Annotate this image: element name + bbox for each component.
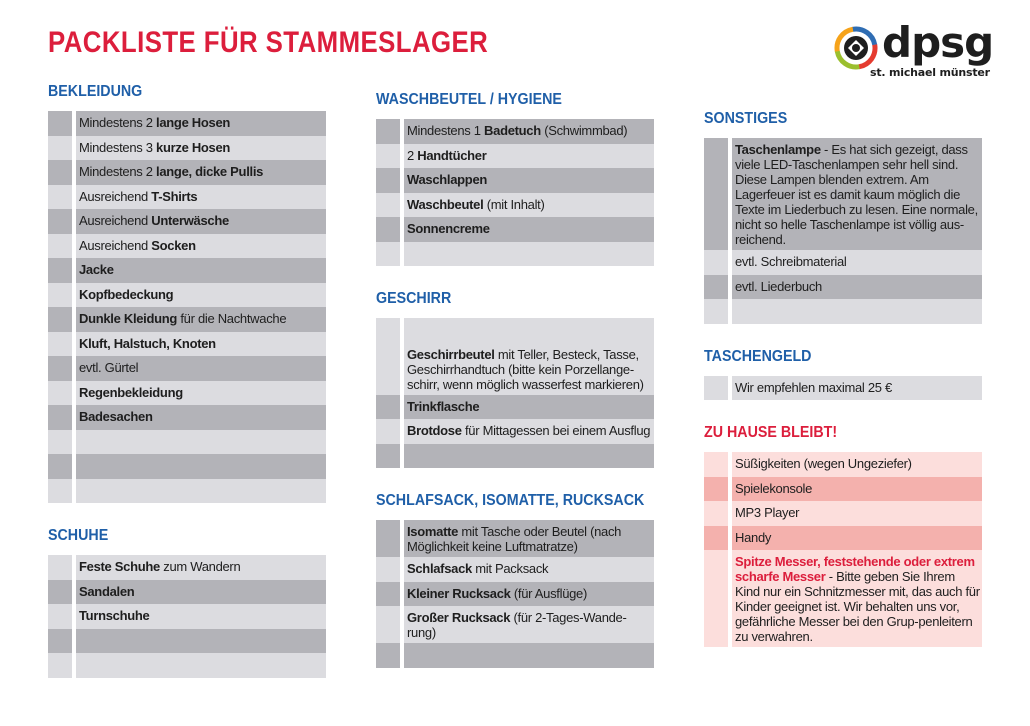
item-post: (für 2-Tages-Wande-rung) (407, 610, 627, 640)
list-item (48, 258, 326, 283)
list-item (48, 356, 326, 381)
checkbox[interactable] (376, 606, 400, 643)
checkbox[interactable] (48, 653, 72, 678)
item-text (76, 209, 326, 234)
item-post: (für Ausflüge) (510, 585, 588, 601)
list-item (48, 234, 326, 259)
checkbox[interactable] (704, 550, 728, 647)
item-text (404, 144, 654, 169)
checkbox[interactable] (704, 250, 728, 275)
list-item (48, 405, 326, 430)
list-geschirr (376, 318, 654, 468)
item-pre: Ausreichend (79, 213, 152, 228)
item-text (76, 356, 326, 381)
checkbox[interactable] (376, 193, 400, 218)
checkbox[interactable] (704, 376, 728, 401)
list-item (376, 144, 654, 169)
list-item (704, 250, 982, 275)
list-item (704, 452, 982, 477)
item-bold: T-Shirts (151, 188, 198, 204)
item-bold: lange Hosen (156, 115, 231, 130)
item-pre: evtl. Schreibmaterial (735, 254, 847, 269)
list-item (704, 138, 982, 250)
item-text (76, 258, 326, 283)
item-bold: Kleiner Rucksack (407, 585, 511, 601)
section-title-schuhe: SCHUHE (48, 527, 109, 544)
item-text (76, 405, 326, 430)
item-bold: Schlafsack (407, 561, 472, 576)
checkbox[interactable] (376, 419, 400, 444)
item-text (76, 629, 326, 654)
list-item (48, 332, 326, 357)
item-text (732, 250, 982, 275)
item-pre: Mindestens 2 (79, 115, 157, 130)
item-post: - Bitte geben Sie Ihrem Kind nur ein Schnitzmesser mit, das auch für Kinder geeignet ist. Wir behalten uns vor, gefährliche Messer bei den Grup-penleitern zu verwahren. (735, 569, 980, 644)
list-item (48, 454, 326, 479)
item-pre: Spielekonsole (735, 480, 813, 496)
checkbox[interactable] (376, 557, 400, 582)
checkbox[interactable] (376, 217, 400, 242)
item-text (404, 119, 654, 144)
item-bold: Feste Schuhe (79, 559, 160, 574)
checkbox[interactable] (48, 430, 72, 455)
item-text (404, 318, 654, 343)
list-item (48, 629, 326, 654)
item-text (76, 185, 326, 210)
checkbox[interactable] (48, 160, 72, 185)
item-post: für die Nachtwache (177, 311, 287, 326)
list-item (48, 381, 326, 406)
item-pre: 2 (407, 147, 418, 163)
item-text (404, 444, 654, 469)
section-title-zuhause: ZU HAUSE BLEIBT! (704, 424, 838, 441)
item-text (76, 283, 326, 308)
item-pre: MP3 Player (735, 505, 800, 520)
item-pre: Süßigkeiten (wegen Ungeziefer) (735, 456, 912, 471)
checkbox[interactable] (704, 452, 728, 477)
list-schuhe (48, 555, 326, 678)
item-pre: Mindestens 3 (79, 139, 157, 155)
checkbox[interactable] (376, 119, 400, 144)
item-text (76, 332, 326, 357)
logo-brand: dpsg (882, 18, 994, 67)
list-waschbeutel (376, 119, 654, 266)
item-bold: Kluft, Halstuch, Knoten (79, 335, 216, 351)
item-bold: Taschenlampe (735, 142, 821, 157)
list-item (376, 419, 654, 444)
list-item (704, 526, 982, 551)
item-bold: Waschbeutel (407, 196, 484, 212)
logo-subtitle: st. michael münster (870, 66, 990, 79)
list-item (376, 395, 654, 420)
dpsg-emblem-icon (834, 26, 878, 70)
item-text (732, 477, 982, 502)
item-post: für Mittagessen bei einem Ausflug (461, 423, 651, 438)
list-item (48, 307, 326, 332)
list-item (48, 653, 326, 678)
item-text (404, 217, 654, 242)
checkbox[interactable] (376, 168, 400, 193)
list-item (376, 343, 654, 395)
item-pre: Ausreichend (79, 188, 152, 204)
item-text (76, 653, 326, 678)
item-text (404, 193, 654, 218)
item-text (76, 580, 326, 605)
item-pre: Mindestens 1 (407, 123, 485, 138)
checkbox[interactable] (376, 242, 400, 267)
checkbox[interactable] (376, 318, 400, 343)
item-pre: Handy (735, 529, 772, 545)
checkbox[interactable] (376, 643, 400, 668)
checkbox[interactable] (48, 258, 72, 283)
checkbox[interactable] (48, 185, 72, 210)
item-bold: Waschlappen (407, 172, 488, 187)
list-schlafsack (376, 520, 654, 668)
item-bold: Dunkle Kleidung (79, 311, 178, 326)
item-bold: Badetuch (484, 123, 541, 138)
checkbox[interactable] (704, 501, 728, 526)
item-text (404, 168, 654, 193)
item-bold: Handtücher (417, 147, 487, 163)
item-bold: Jacke (79, 262, 114, 277)
checkbox[interactable] (48, 580, 72, 605)
checkbox[interactable] (704, 526, 728, 551)
page-title: PACKLISTE FÜR STAMMESLAGER (48, 26, 489, 59)
item-bold: Sandalen (79, 583, 135, 599)
item-bold: Brotdose (407, 423, 462, 438)
list-item (48, 136, 326, 161)
item-text (404, 557, 654, 582)
item-bold: Trinkflasche (407, 398, 480, 414)
item-text (404, 606, 654, 643)
checkbox[interactable] (48, 307, 72, 332)
item-text (732, 501, 982, 526)
checkbox[interactable] (704, 477, 728, 502)
list-item (704, 477, 982, 502)
item-pre: evtl. Liederbuch (735, 278, 822, 294)
item-pre: Mindestens 2 (79, 164, 157, 179)
item-bold: Großer Rucksack (407, 610, 511, 625)
checkbox[interactable] (48, 604, 72, 629)
item-text (76, 555, 326, 580)
checkbox[interactable] (704, 138, 728, 250)
item-text (76, 479, 326, 504)
item-pre: Wir empfehlen maximal 25 € (735, 379, 892, 395)
checkbox[interactable] (48, 479, 72, 504)
checkbox[interactable] (376, 582, 400, 607)
item-post: - Es hat sich gezeigt, dass viele LED-Taschenlampen sehr hell sind. Diese Lampen blenden extrem. Am Lagerfeuer ist es damit kaum möglich die Texte im Liederbuch zu lesen. Eine normale, nicht so helle Taschenlampe ist völlig aus-reichend. (735, 142, 978, 247)
list-item (48, 160, 326, 185)
item-text (404, 242, 654, 267)
item-bold: Geschirrbeutel (407, 346, 495, 362)
section-title-taschengeld: TASCHENGELD (704, 347, 812, 365)
checkbox[interactable] (376, 444, 400, 469)
item-post: (mit Inhalt) (483, 196, 545, 212)
list-item (376, 606, 654, 643)
checkbox[interactable] (48, 111, 72, 136)
list-item (376, 242, 654, 267)
item-bold: Regenbekleidung (79, 384, 183, 400)
list-item (48, 555, 326, 580)
section-title-schlafsack: SCHLAFSACK, ISOMATTE, RUCKSACK (376, 492, 645, 509)
list-item (376, 444, 654, 469)
checkbox[interactable] (48, 356, 72, 381)
checkbox[interactable] (48, 283, 72, 308)
item-text (76, 604, 326, 629)
item-text (404, 582, 654, 607)
list-item (704, 550, 982, 647)
checkbox[interactable] (376, 520, 400, 557)
item-text (76, 307, 326, 332)
list-item (376, 217, 654, 242)
list-item (48, 479, 326, 504)
list-sonstiges (704, 138, 982, 324)
item-text (404, 520, 654, 557)
item-text (732, 526, 982, 551)
checkbox[interactable] (376, 144, 400, 169)
list-item (48, 185, 326, 210)
list-zuhause (704, 452, 982, 647)
item-text (76, 430, 326, 455)
list-item (48, 209, 326, 234)
list-item (376, 643, 654, 668)
list-item (376, 520, 654, 557)
list-item (704, 501, 982, 526)
item-post: zum Wandern (159, 559, 241, 574)
section-title-sonstiges: SONSTIGES (704, 110, 788, 127)
item-post: mit Tasche oder Beutel (nach Möglichkeit keine Luftmatratze) (407, 524, 622, 554)
list-item (48, 580, 326, 605)
list-item (376, 193, 654, 218)
item-post: mit Teller, Besteck, Tasse, Geschirrhandtuch (bitte kein Porzellange-schirr, wenn möglich wasserfest markieren) (407, 346, 644, 392)
item-text (732, 550, 982, 647)
item-bold: Sonnencreme (407, 221, 490, 236)
checkbox[interactable] (48, 381, 72, 406)
list-item (376, 119, 654, 144)
item-bold: Kopfbedeckung (79, 286, 174, 302)
item-text (404, 419, 654, 444)
checkbox[interactable] (48, 209, 72, 234)
item-bold: Isomatte (407, 524, 459, 539)
item-bold: kurze Hosen (156, 139, 231, 155)
list-item (376, 168, 654, 193)
list-item (376, 318, 654, 343)
checkbox[interactable] (48, 555, 72, 580)
section-title-geschirr: GESCHIRR (376, 290, 452, 307)
item-text (732, 299, 982, 324)
list-bekleidung (48, 111, 326, 503)
item-pre: evtl. Gürtel (79, 360, 139, 375)
item-post: (Schwimmbad) (540, 123, 628, 138)
item-post: mit Packsack (471, 561, 549, 576)
item-text (404, 395, 654, 420)
list-item (704, 299, 982, 324)
column-1 (48, 83, 326, 702)
list-item (48, 283, 326, 308)
item-text (76, 160, 326, 185)
item-text (732, 275, 982, 300)
item-text (732, 138, 982, 250)
item-bold: Turnschuhe (79, 608, 150, 623)
item-bold: lange, dicke Pullis (156, 164, 264, 179)
checkbox[interactable] (48, 136, 72, 161)
checkbox[interactable] (48, 454, 72, 479)
checkbox[interactable] (48, 629, 72, 654)
item-text (732, 376, 982, 401)
item-bold: Unterwäsche (151, 213, 229, 228)
section-title-waschbeutel: WASCHBEUTEL / HYGIENE (376, 91, 562, 108)
column-3 (704, 110, 982, 671)
item-pre: Ausreichend (79, 237, 152, 253)
item-bold: Badesachen (79, 409, 153, 424)
list-item (376, 557, 654, 582)
item-text (76, 234, 326, 259)
list-item (48, 604, 326, 629)
item-warning: Spitze Messer, feststehende oder extrem scharfe Messer (735, 554, 975, 584)
checkbox[interactable] (704, 275, 728, 300)
dpsg-logo (834, 18, 994, 84)
item-text (76, 381, 326, 406)
checkbox[interactable] (376, 343, 400, 395)
checkbox[interactable] (48, 332, 72, 357)
item-text (404, 643, 654, 668)
list-item (376, 582, 654, 607)
checkbox[interactable] (48, 405, 72, 430)
item-text (76, 136, 326, 161)
list-item (48, 111, 326, 136)
item-text (404, 343, 654, 395)
column-2 (376, 91, 654, 692)
checkbox[interactable] (48, 234, 72, 259)
section-title-bekleidung: BEKLEIDUNG (48, 83, 143, 100)
item-text (732, 452, 982, 477)
item-bold: Socken (151, 237, 196, 253)
checkbox[interactable] (376, 395, 400, 420)
item-text (76, 111, 326, 136)
checkbox[interactable] (704, 299, 728, 324)
list-taschengeld (704, 376, 982, 401)
list-item (704, 275, 982, 300)
list-item (704, 376, 982, 401)
item-text (76, 454, 326, 479)
list-item (48, 430, 326, 455)
